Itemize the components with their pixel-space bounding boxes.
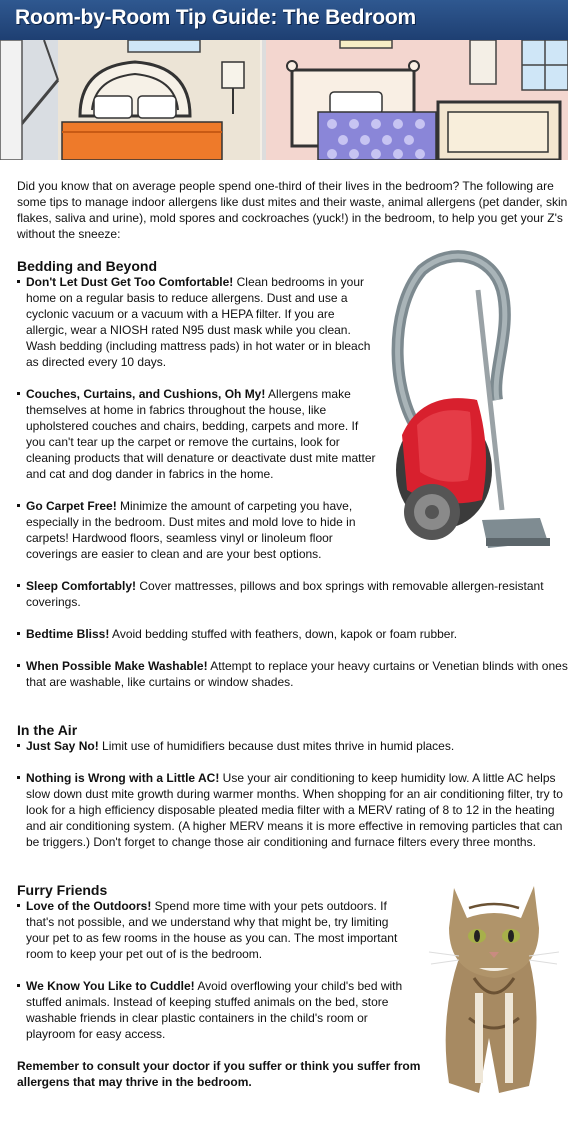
- bedroom-illustration: [0, 40, 568, 160]
- section-heading-air: In the Air: [17, 722, 78, 738]
- vacuum-cleaner-image: [382, 250, 552, 560]
- page-title: Room-by-Room Tip Guide: The Bedroom: [15, 6, 416, 29]
- section-heading-furry: Furry Friends: [17, 882, 108, 898]
- list-item: Go Carpet Free! Minimize the amount of carpeting you have, especially in the bedroom. Dust mites and mold love to hide in carpets! Hardwood floors, seamless vinyl or linoleum floor coverings are easier to clean and are your best options.: [17, 498, 376, 562]
- tabby-cat-image: [419, 868, 569, 1100]
- air-tips-list: [17, 738, 569, 850]
- list-item: Love of the Outdoors! Spend more time with your pets outdoors. If that's not possible, and we understand why that might be, try limiting your pet to as few rooms in the house as you can. The most important room to keep your pet out of is the bedroom.: [17, 898, 406, 962]
- title-bar: [0, 0, 568, 40]
- list-item: Bedtime Bliss! Avoid bedding stuffed with feathers, down, kapok or foam rubber.: [17, 626, 569, 642]
- list-item: Don't Let Dust Get Too Comfortable! Clean bedrooms in your home on a regular basis to reduce allergens. Dust and use a cyclonic vacuum or a vacuum with a HEPA filter. If you are allergic, wear a NIOSH rated N95 dust mask while you clean. Wash bedding (including mattress pads) in hot water or in bleach as directed every 10 days.: [17, 274, 376, 370]
- doctor-reminder: Remember to consult your doctor if you suffer or think you suffer from allergens that may thrive in the bedroom.: [17, 1059, 421, 1089]
- list-item: Couches, Curtains, and Cushions, Oh My! Allergens make themselves at home in fabrics throughout the house, like upholstered couches and chairs, bedding, carpets and more. If you can't tear up the carpet or remove the curtains, look for cleaning products that will denature or deactivate dust mite matter and cat and dog dander in fabrics in the home.: [17, 386, 376, 482]
- intro-paragraph: Did you know that on average people spend one-third of their lives in the bedroom? The following are some tips to manage indoor allergens like dust mites and their waste, animal allergens (pet dander, skin flakes, saliva and urine), mold spores and cockroaches (yuck!) in the bedroom, to help you get your Z's without the sneeze:: [17, 179, 568, 241]
- list-item: When Possible Make Washable! Attempt to replace your heavy curtains or Venetian blinds with ones that are washable, like curtains or window shades.: [17, 658, 569, 690]
- list-item: Nothing is Wrong with a Little AC! Use your air conditioning to keep humidity low. A little AC helps slow down dust mite growth during warmer months. When shopping for an air conditioning filter, try to look for a high efficiency disposable pleated media filter with a MERV rating of 8 to 12 in the heating and air conditioning system. (A higher MERV means it is more effective in removing particles that can be triggers.) Don't forget to change those air conditioning and furnace filters every three months.: [17, 770, 569, 850]
- section-heading-bedding: Bedding and Beyond: [17, 258, 157, 274]
- list-item: We Know You Like to Cuddle! Avoid overflowing your child's bed with stuffed animals. Instead of keeping stuffed animals on the bed, store washable friends in clear plastic containers in the child's room or playroom for easy access.: [17, 978, 406, 1042]
- list-item: Sleep Comfortably! Cover mattresses, pillows and box springs with removable allergen-resistant coverings.: [17, 578, 569, 610]
- list-item: Just Say No! Limit use of humidifiers because dust mites thrive in humid places.: [17, 738, 569, 754]
